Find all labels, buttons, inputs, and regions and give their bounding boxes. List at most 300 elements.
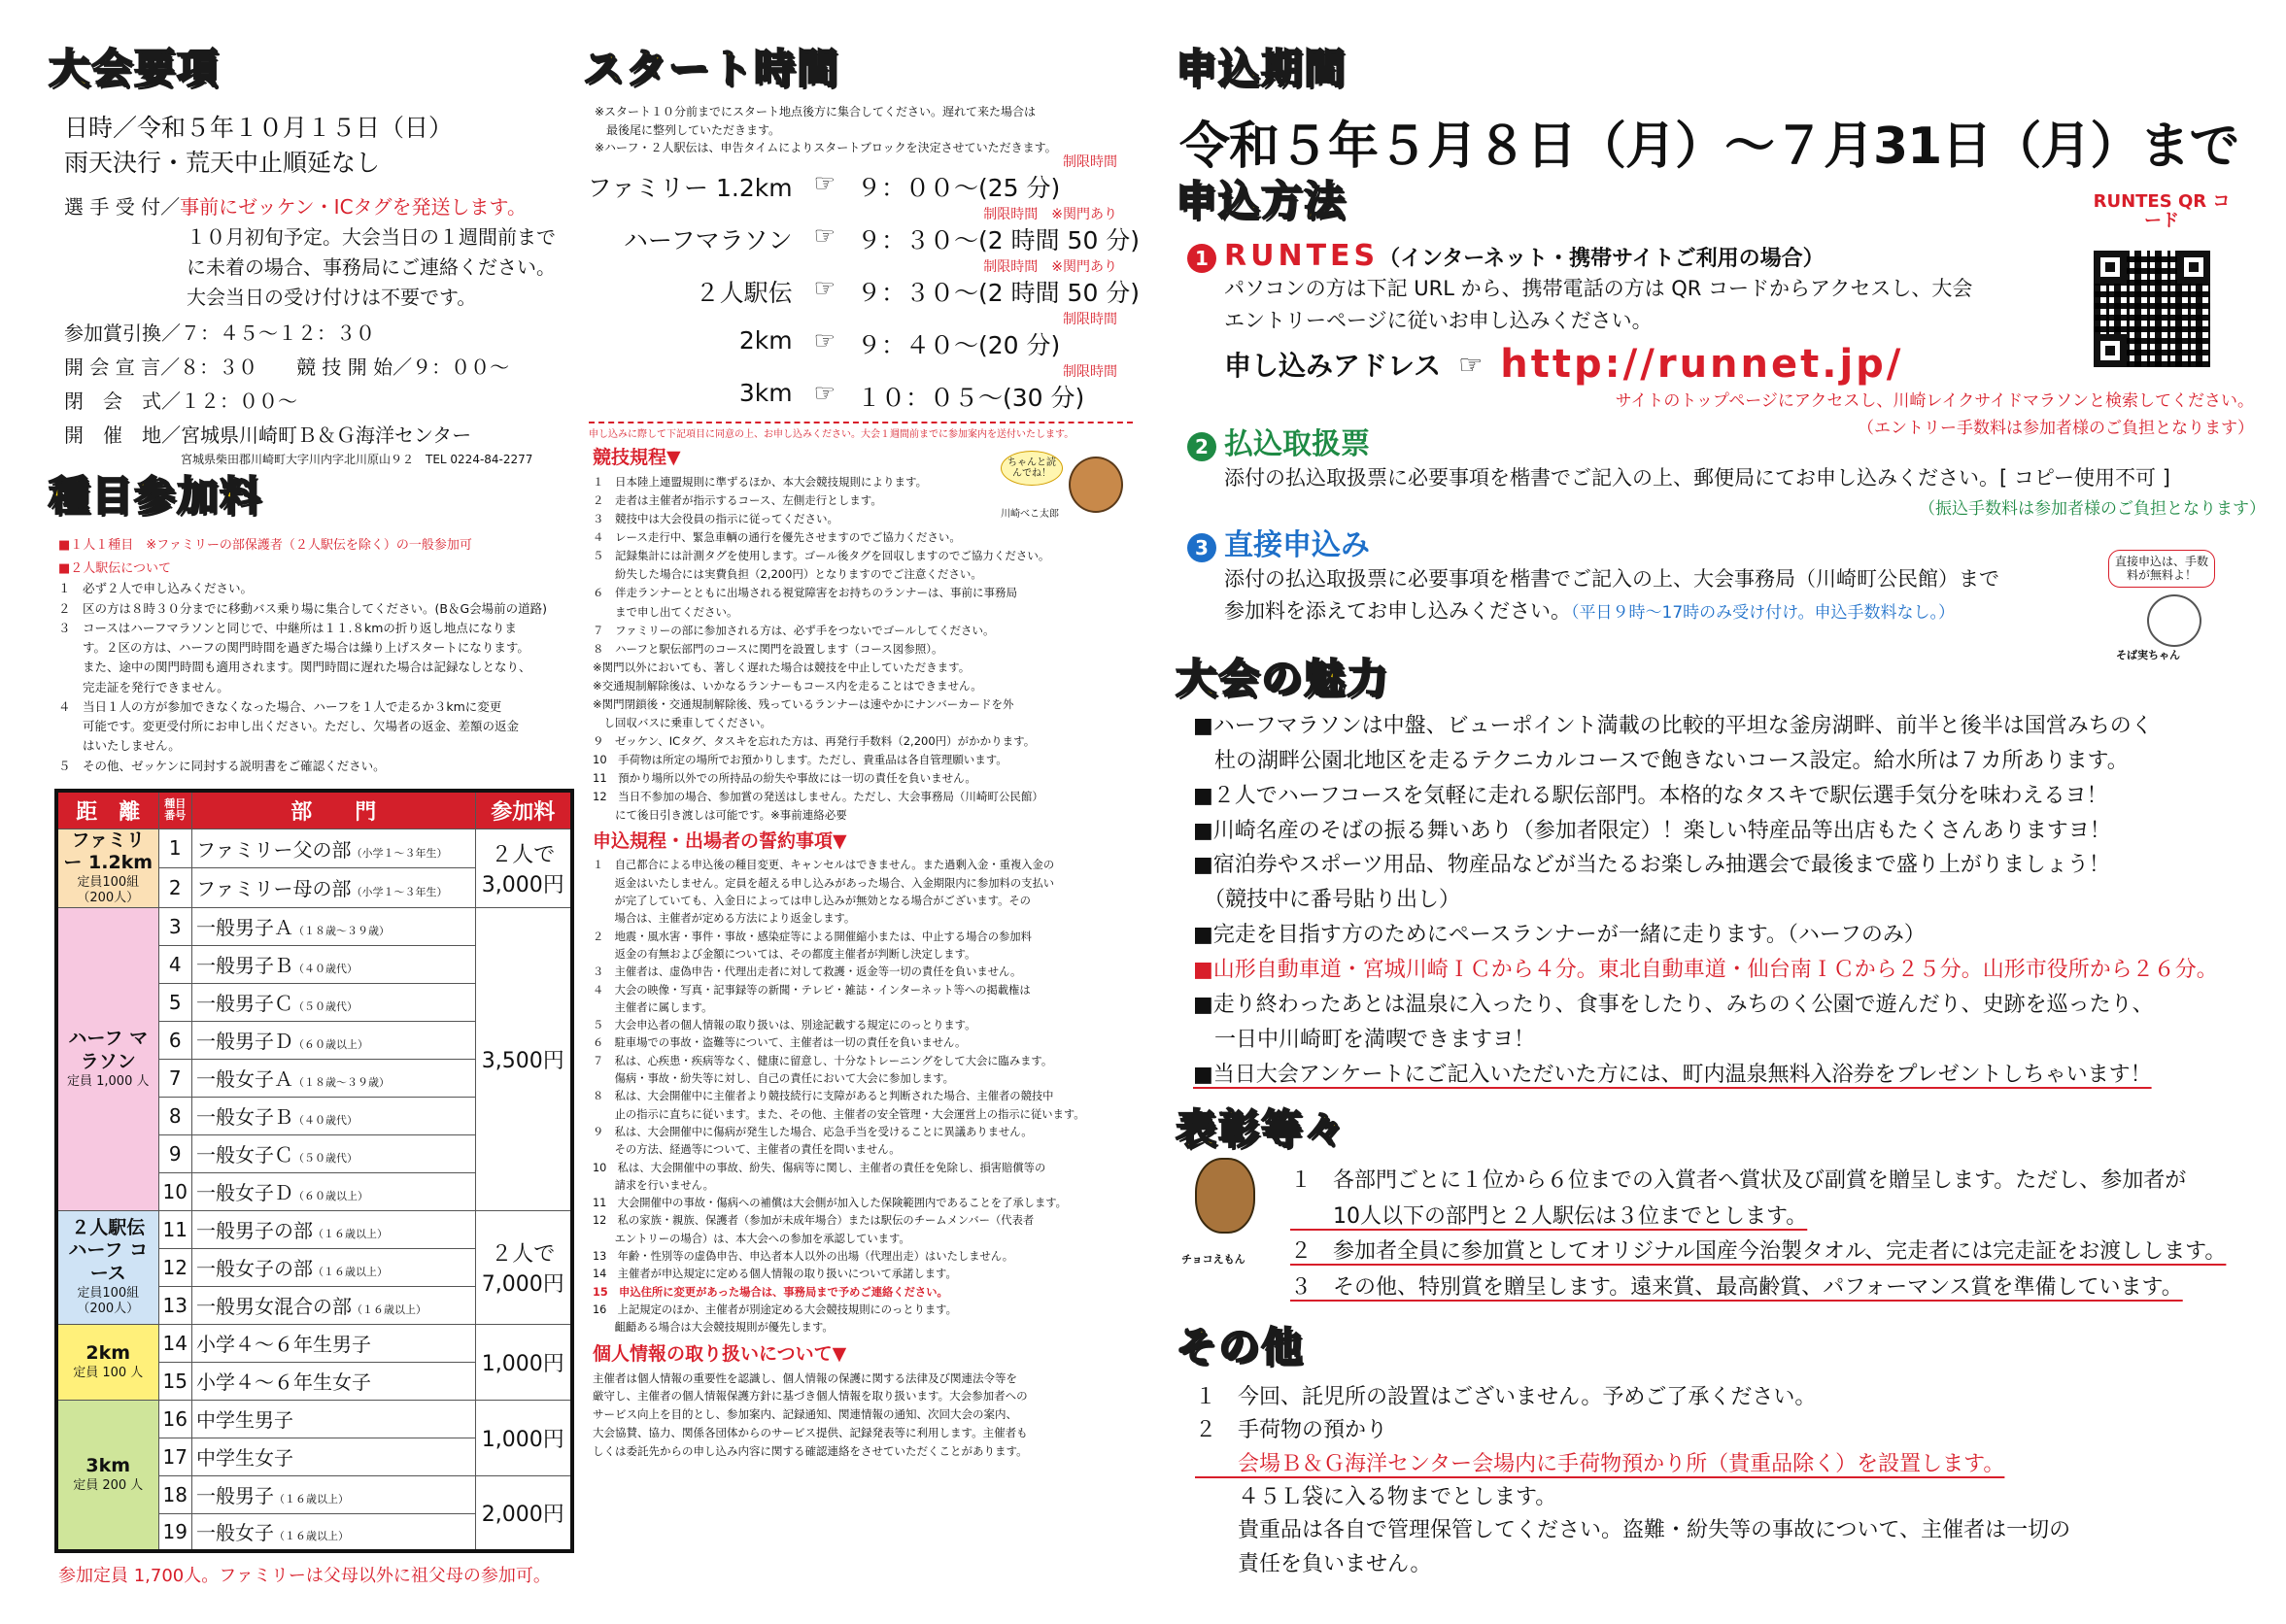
division-age: （１８歳～３９歳） <box>292 925 390 937</box>
list-line: サービス向上を目的とし、参加案内、記録通知、関連情報の通知、次回大会の案内、 <box>593 1407 1017 1422</box>
event-number: 6 <box>158 1021 191 1059</box>
distance-name: ハーフ マラソン <box>68 1028 149 1072</box>
start-time: ９：００～(25 分) <box>857 174 1061 202</box>
runtes-line-2: エントリーページに従いお申し込みください。 <box>1224 308 1653 332</box>
column-start <box>583 0 1141 1624</box>
list-line: ５ 大会申込者の個人情報の取り扱いは、別途記載する規定にのっとります。 <box>593 1019 976 1032</box>
division-name: ファミリー父の部 <box>195 837 352 862</box>
list-line: 責任を負いません。 <box>1195 1551 1432 1576</box>
division-age: （１６歳以上） <box>351 1303 426 1316</box>
event-number: 9 <box>158 1134 191 1172</box>
table-row <box>56 1400 572 1438</box>
list-line: ２ 区の方は８時３０分までに移動バス乗り場に集合してください。(B＆G会場前の道路) <box>58 600 548 616</box>
division-age: （１８歳～３９歳） <box>292 1076 390 1089</box>
division-name: 一般男子Ｂ <box>195 954 293 977</box>
start-event: 2km <box>738 326 793 355</box>
division-age: （１６歳以上） <box>273 1530 349 1543</box>
list-line: 可能です。変更受付所にお申し出ください。ただし、欠場者の返金、差額の返金 <box>58 719 520 734</box>
event-number: 7 <box>158 1059 191 1097</box>
list-line: 齟齬ある場合は大会競技規則が優先します。 <box>593 1321 834 1335</box>
heading-start-time: スタート時間 <box>583 45 840 92</box>
list-line: はいたしません。 <box>58 738 181 754</box>
heading-other: その他 <box>1176 1323 1305 1370</box>
limit-label: 制限時間 ※関門あり <box>983 259 1117 275</box>
fee-cell <box>475 1210 572 1324</box>
reception-note-1: １０月初旬予定。大会当日の１週間前まで <box>187 225 556 249</box>
list-line: まで申し出てください。 <box>593 604 738 619</box>
sobami-icon <box>2147 594 2201 647</box>
division-name: 一般女子Ａ <box>195 1067 293 1091</box>
event-number: 16 <box>158 1400 191 1438</box>
list-line: ２ 走者は主催者が指示するコース、左側走行とします。 <box>593 493 882 508</box>
event-number: 10 <box>158 1172 191 1210</box>
division-cell <box>191 983 475 1021</box>
list-line: １ 必ず２人で申し込みください。 <box>58 581 254 596</box>
beko-icon <box>1069 457 1123 513</box>
list-line: ７ 私は、心疾患・疾病等なく、健康に留意し、十分なトレーニングをして大会に臨みます。 <box>593 1054 1053 1067</box>
mascot-beko-bubble: ちゃんと読んでね！ <box>1001 451 1063 486</box>
division-cell <box>191 1059 475 1097</box>
division-name: 中学生男子 <box>195 1408 293 1432</box>
list-line: ■宿泊券やスポーツ用品、物産品などが当たるお楽しみ抽選会で最後まで盛り上がりましょう！ <box>1193 853 2110 878</box>
heading-awards: 表彰等々 <box>1176 1105 1348 1153</box>
list-line: ６ 駐車場での事故・盗難等について、主催者は一切の責任を負いません。 <box>593 1036 967 1050</box>
circle-one-icon: 1 <box>1187 244 1216 273</box>
list-line: 13 年齢・性別等の虚偽申告、申込者本人以外の出場（代理出走）はいたしません。 <box>593 1250 1014 1264</box>
list-line: 紛失した場合には実費負担（2,200円）となりますのでご注意ください。 <box>593 567 982 582</box>
start-note-1: ※スタート１０分前までにスタート地点後方に集合してください。遅れて来た場合は <box>595 105 1037 118</box>
start-row <box>583 207 1141 256</box>
runnet-link[interactable]: http://runnet.jp/ <box>1500 342 1904 388</box>
pointing-hand-icon: ☞ <box>813 169 836 197</box>
division-name: 小学４～６年生女子 <box>195 1370 371 1394</box>
reception-note-3: 大会当日の受け付けは不要です。 <box>187 286 477 309</box>
start-time: １０：０５～(30 分) <box>857 384 1085 412</box>
division-cell <box>191 1134 475 1172</box>
list-line: また、途中の関門時間も適用されます。関門時間に遅れた場合は記録なしとなり、 <box>58 660 531 675</box>
limit-label: 制限時間 ※関門あり <box>983 207 1117 222</box>
list-line: しくは委託先からの申し込み内容に関する確認連絡をさせていただくことがあります。 <box>593 1444 1028 1459</box>
division-cell <box>191 1248 475 1286</box>
division-age: （小学１～３年生） <box>351 846 448 860</box>
list-line: ４ レース走行中、緊急車輌の通行を優先させますのでご協力ください。 <box>593 530 961 545</box>
event-date: 日時／令和５年１０月１５日（日） <box>64 114 454 142</box>
postal-title: 払込取扱票 <box>1224 427 1370 461</box>
mascot-choco <box>1176 1158 1273 1274</box>
column-entry <box>1176 0 2266 1624</box>
list-line: ４ 大会の映像・写真・記事録等の新聞・テレビ・雑誌・インターネット等への掲載権は <box>593 983 1031 997</box>
table-row <box>56 1210 572 1248</box>
list-line: 場合は、主催者が定める方法により返金します。 <box>593 912 856 926</box>
list-line: 12 私の家族・親族、保護者（参加が未成年場合）または駅伝のチームメンバー（代表者 <box>593 1214 1035 1228</box>
list-line: 12 当日不参加の場合、参加賞の発送はしません。ただし、大会事務局（川崎町公民館） <box>593 790 1043 804</box>
start-row <box>583 259 1141 309</box>
rain-policy: 雨天決行・荒天中止順延なし <box>64 149 381 178</box>
list-line: ９ 私は、大会開催中に傷病が発生した場合、応急手当を受けることに異議ありません。 <box>593 1125 1033 1138</box>
division-age: （１６歳以上） <box>312 1228 388 1240</box>
fee-table <box>54 789 574 1553</box>
fee-amount: 3,500円 <box>481 1048 564 1073</box>
list-line: ４５Ｌ袋に入る物までとします。 <box>1195 1484 1557 1509</box>
list-line: ５ 記録集計には計測タグを使用します。ゴール後タグを回収しますのでご協力ください。 <box>593 549 1050 563</box>
qr-code[interactable] <box>2094 251 2210 367</box>
start-row <box>583 365 1137 414</box>
distance-cell <box>56 1324 158 1400</box>
distance-name: 3km <box>85 1455 131 1477</box>
list-line: ２ 手荷物の預かり <box>1195 1418 1388 1443</box>
list-line: ■ハーフマラソンは中盤、ビューポイント満載の比較的平坦な釜房湖畔、前半と後半は国営みちのく <box>1193 714 2153 738</box>
start-list <box>583 154 1141 418</box>
list-line: １ 今回、託児所の設置はございません。予めご了承ください。 <box>1195 1385 1817 1409</box>
event-number: 12 <box>158 1248 191 1286</box>
start-time: ９：４０～(20 分) <box>857 331 1061 359</box>
start-row <box>583 155 1137 204</box>
event-number: 1 <box>158 829 191 868</box>
sobami-bubble: 直接申込は、手数料が無料よ！ <box>2108 550 2215 588</box>
division-name: 小学４～６年生男子 <box>195 1333 371 1356</box>
direct-title: 直接申込み <box>1224 528 1370 562</box>
list-line: ６ 伴走ランナーとともに出場される視覚障害をお持ちのランナーは、事前に事務局 <box>593 586 1017 600</box>
division-cell <box>191 1513 475 1551</box>
limit-label: 制限時間 <box>1063 364 1117 380</box>
division-name: 一般女子Ｃ <box>195 1143 293 1167</box>
start-time: ９：３０～(2 時間 50 分) <box>857 279 1141 307</box>
division-name: 一般女子 <box>195 1521 274 1545</box>
outline-body <box>64 111 453 182</box>
th-distance: 距 離 <box>56 791 158 829</box>
list-line: ７ ファミリーの部に参加される方は、必ず手をつないでゴールしてください。 <box>593 623 995 637</box>
note-one-event: ■１人１種目 ※ファミリーの部保護者（２人駅伝を除く）の一般参加可 <box>58 538 472 553</box>
award-list <box>1290 1164 2262 1305</box>
list-line: ３ その他、特別賞を贈呈します。遠来賞、最高齢賞、パフォーマンス賞を準備しています。 <box>1290 1274 2183 1300</box>
start-note-2: 最後尾に整列していただきます。 <box>595 122 781 137</box>
division-cell <box>191 1172 475 1210</box>
list-line: ■川崎名産のそばの振る舞いあり（参加者限定）！楽しい特産品等出店もたくさんありますヨ！ <box>1193 818 2111 843</box>
event-number: 18 <box>158 1475 191 1513</box>
limit-label: 制限時間 <box>1063 312 1117 327</box>
list-line: 請求を行いません。 <box>593 1178 714 1192</box>
circle-three-icon: 3 <box>1187 533 1216 562</box>
list-line: １ 各部門ごとに１位から６位までの入賞者へ賞状及び副賞を贈呈します。ただし、参加者が <box>1290 1168 2187 1193</box>
th-division: 部 門 <box>191 791 475 829</box>
list-line: 10人以下の部門と２人駅伝は３位までとします。 <box>1290 1203 1808 1229</box>
note-ekiden-title: ■２人駅伝について <box>58 561 172 577</box>
list-line: ４ 当日１人の方が参加できなくなった場合、ハーフを１人で走るか３kmに変更 <box>58 698 502 714</box>
list-line: ９ ゼッケン、ICタグ、タスキを忘れた方は、再発行手数料（2,200円）がかかります。 <box>593 734 1036 749</box>
division-age: （６０歳以上） <box>292 1038 368 1051</box>
runtes-note-2: （エントリー手数料は参加者様のご負担となります） <box>1858 419 2254 438</box>
list-line: 貴重品は各自で管理保管してください。盗難・紛失等の事故について、主催者は一切の <box>1195 1518 2071 1543</box>
list-line: 返金はいたしません。定員を超える申し込みがあった場合、入金期限内に参加料の支払い <box>593 876 1055 890</box>
division-name: 一般女子の部 <box>195 1257 313 1280</box>
division-name: 一般女子Ｄ <box>195 1181 293 1204</box>
division-cell <box>191 1286 475 1324</box>
division-cell <box>191 1097 475 1134</box>
start-event: ２人駅伝 <box>695 279 793 307</box>
address-label: 申し込みアドレス <box>1224 350 1442 383</box>
rules-section <box>593 439 1137 1461</box>
event-number: 15 <box>158 1362 191 1400</box>
choco-name: チョコえもん <box>1181 1253 1245 1266</box>
prize-exchange: 参加賞引換／７：４５～１２：３０ <box>64 321 375 345</box>
fee-table-body <box>56 829 572 1551</box>
division-cell <box>191 1362 475 1400</box>
pointing-hand-icon: ☞ <box>813 379 836 407</box>
division-age: （１６歳以上） <box>273 1493 349 1506</box>
list-line: す。２区の方は、ハーフの関門時間を過ぎた場合は繰り上げスタートになります。 <box>58 640 529 656</box>
distance-cell <box>56 829 158 907</box>
th-number: 種目番号 <box>158 791 191 829</box>
method-runtes <box>1187 239 2100 387</box>
charm-list <box>1193 709 2252 1092</box>
event-number: 3 <box>158 907 191 945</box>
list-line: ８ 私は、大会開催中に主催者より競技続行に支障があると判断された場合、主催者の競技中 <box>593 1090 1054 1103</box>
division-name: ファミリー母の部 <box>195 877 352 901</box>
division-name: 一般男子Ｃ <box>195 992 293 1015</box>
method-direct <box>1187 521 2120 626</box>
list-line: 厳守し、主催者の個人情報保護方針に基づき個人情報を取り扱います。大会参加者への <box>593 1389 1028 1404</box>
distance-name: ２人駅伝 ハーフ コース <box>68 1216 149 1285</box>
list-line: ３ 競技中は大会役員の指示に従ってください。 <box>593 512 838 526</box>
pointing-hand-icon: ☞ <box>1458 348 1484 381</box>
division-cell <box>191 945 475 983</box>
list-line: ■山形自動車道・宮城川崎ＩＣから４分。東北自動車道・仙台南ＩＣから２５分。山形市役所から２６分。 <box>1193 958 2218 983</box>
heading-charm: 大会の魅力 <box>1176 655 1390 702</box>
fee-prefix: ２人で <box>491 842 556 867</box>
list-line: ５ その他、ゼッケンに同封する説明書をご確認ください。 <box>58 758 386 773</box>
division-age: （５０歳代） <box>292 1152 358 1165</box>
list-line: 止の指示に直ちに従います。また、その他、主催者の安全管理・大会運営上の指示に従います。 <box>593 1107 1085 1121</box>
list-line: が完了していても、入金日によっては申し込みが無効となる場合がございます。その <box>593 895 1031 908</box>
heading-period: 申込期間 <box>1176 45 1348 92</box>
fee-cell: 2,000円 <box>475 1475 572 1551</box>
list-line: ※関門以外においても、著しく遅れた場合は競技を中止していただきます。 <box>593 660 971 674</box>
distance-cell <box>56 1400 158 1551</box>
division-name: 一般男子Ｄ <box>195 1030 293 1053</box>
division-name: 一般男子の部 <box>195 1219 313 1242</box>
start-note-3: ※ハーフ・２人駅伝は、申告タイムによりスタートブロックを決定させていただきます。 <box>595 141 1057 155</box>
capacity: 定員100組（200人） <box>77 875 140 906</box>
fee-cell <box>475 907 572 1210</box>
list-line: 14 主催者が申込規定に定める個人情報の取り扱いについて承諾します。 <box>593 1268 957 1281</box>
event-number: 14 <box>158 1324 191 1362</box>
division-name: 中学生女子 <box>195 1446 293 1470</box>
list-line: 15 申込住所に変更があった場合は、事務局まで予めご連絡ください。 <box>593 1285 948 1299</box>
mascot-sobami <box>2089 550 2244 666</box>
division-cell <box>191 868 475 908</box>
closing: 閉 会 式／１２：００～ <box>64 389 297 413</box>
division-cell <box>191 1324 475 1362</box>
ekiden-list <box>58 579 578 776</box>
runtes-title: RUNTES <box>1224 239 1380 273</box>
start-notes <box>595 103 1057 157</box>
fee-footer: 参加定員 1,700人。ファミリーは父母以外に祖父母の参加可。 <box>58 1566 551 1586</box>
list-line: 11 大会開催中の事故・傷病への補償は大会側が加入した保険範囲内であることを了承します。 <box>593 1197 1067 1210</box>
division-age: （４０歳代） <box>292 1114 358 1127</box>
list-line: 傷病・事故・紛失等に対し、自己の責任において大会に参加します。 <box>593 1072 954 1086</box>
pointing-hand-icon: ☞ <box>813 326 836 355</box>
qr-label: RUNTES QR コード <box>2093 191 2231 231</box>
division-name: 一般男子Ａ <box>195 916 293 939</box>
list-line: ※関門閉鎖後・交通規制解除後、残っているランナーは速やかにナンバーカードを外 <box>593 696 1014 711</box>
table-row <box>56 829 572 868</box>
event-number: 2 <box>158 868 191 908</box>
ekiden-notes <box>58 536 578 776</box>
list-line: ２ 参加者全員に参加賞としてオリジナル国産今治製タオル、完走者には完走証をお渡しします。 <box>1290 1239 2227 1265</box>
list-line: 一日中川崎町を満喫できますヨ！ <box>1193 1027 1536 1052</box>
rules-heading: 競技規程▼ <box>593 447 681 468</box>
start-row <box>583 313 1137 361</box>
list-line: 返金の有無および金額については、その都度主催者が判断し決定します。 <box>593 947 976 961</box>
list-line: 10 手荷物は所定の場所でお預かりします。ただし、貴重品は各自管理願います。 <box>593 753 1007 767</box>
event-number: 19 <box>158 1513 191 1551</box>
limit-label: 制限時間 <box>1063 154 1117 170</box>
start-event: ハーフマラソン <box>623 226 793 254</box>
reception-label: 選 手 受 付／ <box>64 195 181 219</box>
table-row <box>56 907 572 945</box>
list-line: ※交通規制解除後は、いかなるランナーもコース内を走ることはできません。 <box>593 678 982 693</box>
heading-fees: 種目参加料 <box>49 472 263 520</box>
capacity: 定員 200 人 <box>73 1478 144 1493</box>
list-line: （競技中に番号貼り出し） <box>1193 888 1461 913</box>
venue-address: 宮城県柴田郡川崎町大字川内字北川原山９２ TEL 0224-84-2277 <box>181 453 533 466</box>
pointing-hand-icon: ☞ <box>813 274 836 302</box>
list-line: し回収バスに乗車してください。 <box>593 716 771 730</box>
division-cell <box>191 907 475 945</box>
reception-note-2: に未着の場合、事務局にご連絡ください。 <box>187 255 556 279</box>
division-age: （４０歳代） <box>292 963 358 975</box>
event-number: 13 <box>158 1286 191 1324</box>
privacy-heading: 個人情報の取り扱いについて▼ <box>593 1342 847 1365</box>
list-line: 10 私は、大会開催中の事故、紛失、傷病等に関し、主催者の責任を免除し、損害賠償等の <box>593 1161 1046 1174</box>
division-age: （５０歳代） <box>292 1000 358 1013</box>
division-cell <box>191 1475 475 1513</box>
list-line: にて後日引き渡しは可能です。※事前連絡必要 <box>593 808 847 823</box>
division-name: 一般男女混合の部 <box>195 1295 352 1318</box>
direct-line-2: 参加料を添えてお申し込みください。 <box>1224 598 1571 623</box>
division-cell <box>191 1438 475 1475</box>
postal-note: （振込手数料は参加者様のご負担となります） <box>1919 498 2266 519</box>
list-line: ■２人でハーフコースを気軽に走れる駅伝部門。本格的なタスキで駅伝選手気分を味わえるヨ！ <box>1193 783 2108 808</box>
capacity: 定員 100 人 <box>73 1365 144 1380</box>
fee-cell <box>475 829 572 907</box>
list-line: その方法、経過等について、主催者の責任を問いません。 <box>593 1143 901 1157</box>
list-line: ２ 地震・風水害・事件・事故・感染症等による開催縮小または、中止する場合の参加料 <box>593 930 1032 943</box>
start-time: ９：３０～(2 時間 50 分) <box>857 226 1141 254</box>
event-number: 11 <box>158 1210 191 1248</box>
division-name: 一般女子Ｂ <box>195 1105 293 1129</box>
fee-amount: 7,000円 <box>481 1271 564 1297</box>
list-line: 主催者は個人情報の重要性を認識し、個人情報の保護に関する法律及び関連法令等を <box>593 1370 1017 1385</box>
mascot-beko <box>991 449 1137 556</box>
list-line: ■完走を目指す方のためにペースランナーが一緒に走ります。（ハーフのみ） <box>1193 923 1926 948</box>
fee-amount: 1,000円 <box>481 1351 564 1376</box>
list-line: ３ コースはハーフマラソンと同じで、中継所は１１.８kmの折り返し地点になりま <box>58 620 517 635</box>
division-cell <box>191 829 475 868</box>
heading-outline: 大会要項 <box>49 45 221 92</box>
list-line: ８ ハーフと駅伝部門のコースに関門を設置します（コース図参照）。 <box>593 641 943 656</box>
venue: 開 催 地／宮城県川崎町Ｂ＆Ｇ海洋センター <box>64 423 472 447</box>
capacity: 定員 1,000 人 <box>67 1073 150 1089</box>
table-row <box>56 1324 572 1362</box>
entry-rules-list <box>593 857 1137 1336</box>
division-age: （１６歳以上） <box>312 1266 388 1278</box>
runtes-sub: （インターネット・携帯サイトご利用の場合） <box>1379 247 1825 271</box>
list-line: ■走り終わったあとは温泉に入ったり、食事をしたり、みちのく公園で遊んだり、史跡を巡ったり、 <box>1193 992 2154 1017</box>
list-line: エントリーの場合）は、本大会への参加を承認しています。 <box>593 1232 910 1245</box>
agree-text: 申し込みに際して下記項目に同意の上、お申し込みください。大会１週間前までに参加案内を送付いたします。 <box>589 429 1075 440</box>
pointing-hand-icon: ☞ <box>813 221 836 250</box>
reception-note-red: 事前にゼッケン・ICタグを発送します。 <box>180 195 527 219</box>
list-line: 11 預かり場所以外での所持品の紛失や事故には一切の責任を負いません。 <box>593 771 976 786</box>
circle-two-icon: 2 <box>1187 432 1216 461</box>
fee-table-wrap <box>54 789 574 1553</box>
event-number: 4 <box>158 945 191 983</box>
th-fee: 参加料 <box>475 791 572 829</box>
list-line: １ 自己都合による申込後の種目変更、キャンセルはできません。また過剰入金・重複入金の <box>593 859 1055 872</box>
division-age: （６０歳以上） <box>292 1190 368 1202</box>
list-line: ３ 主催者は、虚偽申告・代理出走者に対して救護・返金等一切の責任を負いません。 <box>593 965 1022 979</box>
division-cell <box>191 1021 475 1059</box>
agree-line <box>589 422 1133 440</box>
method-postal <box>1187 420 2266 519</box>
start-event: ファミリー 1.2km <box>587 174 793 202</box>
privacy-list <box>593 1370 1137 1462</box>
list-line: 主催者に属します。 <box>593 1000 713 1014</box>
distance-cell <box>56 907 158 1210</box>
opening: 開 会 宣 言／８：３０ 競 技 開 始／９：００～ <box>64 355 510 379</box>
list-line: 会場Ｂ＆Ｇ海洋センター会場内に手荷物預かり所（貴重品除く）を設置します。 <box>1195 1451 2005 1476</box>
heading-method: 申込方法 <box>1176 177 1348 224</box>
runtes-line-1: パソコンの方は下記 URL から、携帯電話の方は QR コードからアクセスし、大会 <box>1224 277 1973 300</box>
entry-rules-heading: 申込規程・出場者の誓約事項▼ <box>593 830 847 853</box>
fee-prefix: ２人で <box>491 1241 556 1267</box>
entry-period: 令和５年５月８日（月）～７月31日（月）まで <box>1179 118 2239 176</box>
capacity: 定員100組（200人） <box>77 1285 140 1317</box>
choco-icon <box>1195 1158 1255 1234</box>
list-line: 16 上記規定のほか、主催者が別途定める大会競技規則にのっとります。 <box>593 1303 957 1316</box>
start-event: 3km <box>738 379 793 407</box>
fee-cell <box>475 1324 572 1400</box>
division-age: （小学１～３年生） <box>351 886 448 899</box>
event-number: 5 <box>158 983 191 1021</box>
postal-line: 添付の払込取扱票に必要事項を楷書でご記入の上、郵便局にてお申し込みください。[ コピー使用不可 ] <box>1224 466 2170 490</box>
division-cell <box>191 1210 475 1248</box>
mascot-beko-name: 川崎べこ太郎 <box>1001 509 1059 520</box>
direct-note: （平日９時～17時のみ受け付け。申込手数料なし。） <box>1571 602 1955 623</box>
runtes-note-1: サイトのトップページにアクセスし、川崎レイクサイドマラソンと検索してください。 <box>1615 391 2254 411</box>
distance-name: ファミリー 1.2km <box>63 829 154 874</box>
fee-amount: 3,000円 <box>481 872 564 897</box>
list-line: ■当日大会アンケートにご記入いただいた方には、町内温泉無料入浴券をプレゼントしちゃいます！ <box>1193 1062 2152 1087</box>
division-cell <box>191 1400 475 1438</box>
distance-name: 2km <box>85 1342 131 1364</box>
list-line: 完走証を発行できません。 <box>58 679 229 694</box>
list-line: １ 日本陸上連盟規則に準ずるほか、本大会競技規則によります。 <box>593 475 928 489</box>
division-name: 一般男子 <box>195 1484 274 1507</box>
fee-cell: 1,000円 <box>475 1400 572 1475</box>
event-number: 8 <box>158 1097 191 1134</box>
other-list <box>1195 1381 2167 1581</box>
direct-line-1: 添付の払込取扱票に必要事項を楷書でご記入の上、大会事務局（川崎町公民館）まで <box>1224 567 1999 591</box>
column-outline <box>49 0 573 1624</box>
list-line: 杜の湖畔公園北地区を走るテクニカルコースで飽きないコース設定。給水所は７カ所あります。 <box>1193 748 2129 773</box>
list-line: 大会協賛、協力、関係各団体からのサービス提供、記録発表等に利用します。主催者も <box>593 1426 1028 1440</box>
sobami-name: そば実ちゃん <box>2116 649 2180 661</box>
distance-cell <box>56 1210 158 1324</box>
event-number: 17 <box>158 1438 191 1475</box>
outline-details <box>64 192 556 469</box>
